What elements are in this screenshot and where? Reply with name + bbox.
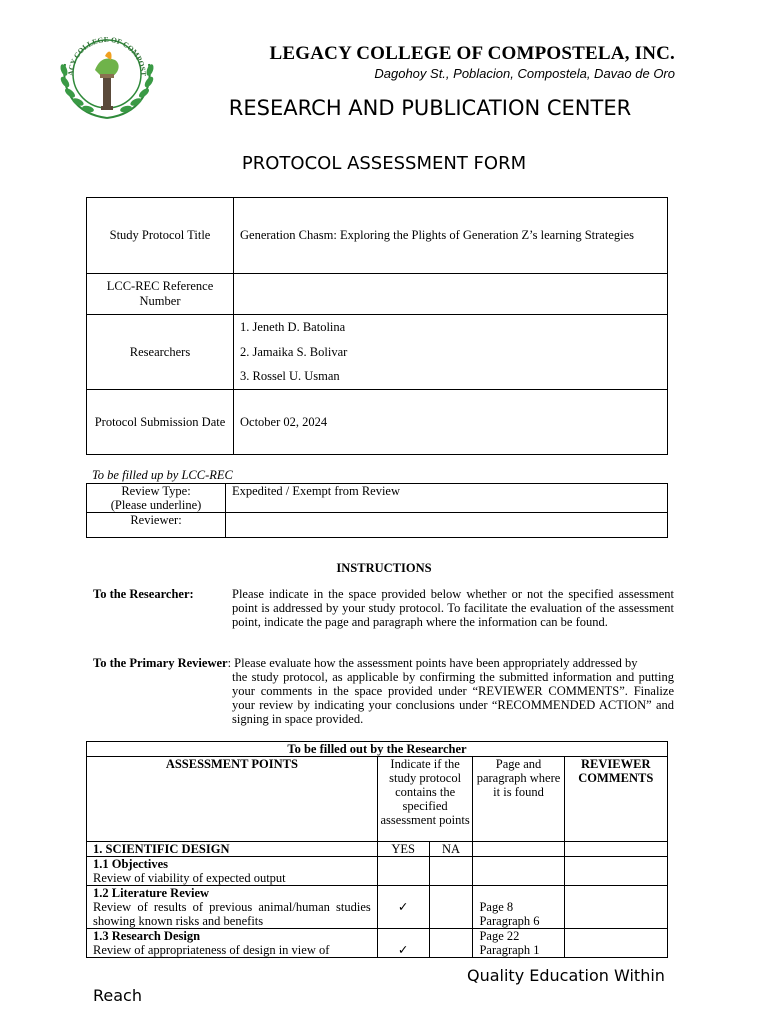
- row-title: 1.1 Objectives: [93, 857, 168, 871]
- yes-cell[interactable]: [377, 857, 429, 886]
- footer-tagline-line2: Reach: [93, 986, 142, 1005]
- page-cell[interactable]: [473, 857, 564, 886]
- reviewer-value[interactable]: [226, 513, 668, 538]
- assessment-table: [86, 741, 668, 958]
- row-title: 1.2 Literature Review: [93, 886, 210, 900]
- yes-cell[interactable]: ✓: [377, 929, 429, 958]
- row-desc: Review of results of previous animal/human studies showing known risks and benefits: [93, 900, 371, 928]
- na-cell[interactable]: [429, 886, 473, 929]
- svg-text:LEGACY COLLEGE OF COMPOSTELA: ACY COLLEGE OF COMPOST: [65, 34, 149, 77]
- researchers-value[interactable]: [234, 315, 668, 390]
- na-header: NA: [429, 842, 473, 857]
- comment-cell[interactable]: [564, 929, 667, 958]
- review-type-label: [87, 484, 226, 513]
- comment-cell[interactable]: [564, 886, 667, 929]
- reviewer-label: Reviewer:: [87, 513, 226, 538]
- na-cell[interactable]: [429, 929, 473, 958]
- researcher-instruction-label: To the Researcher:: [93, 587, 194, 601]
- review-type-sub: (Please underline): [110, 498, 202, 512]
- yes-cell[interactable]: ✓: [377, 886, 429, 929]
- date-label: Protocol Submission Date: [87, 390, 234, 455]
- date-value[interactable]: October 02, 2024: [234, 390, 668, 455]
- researcher-instruction-text: Please indicate in the space provided below whether or not the specified assessment point is addressed by your study protocol. To facilitate the evaluation of the assessment point, indicate the page and paragraph where the information can be found.: [232, 587, 674, 629]
- row-desc: Review of appropriateness of design in view of: [93, 943, 330, 957]
- comment-blank: [564, 842, 667, 857]
- center-title: RESEARCH AND PUBLICATION CENTER: [228, 96, 632, 120]
- row-title: 1.3 Research Design: [93, 929, 201, 943]
- review-type-label-text: Review Type:: [121, 484, 191, 498]
- reference-label: LCC-REC Reference Number: [87, 274, 234, 315]
- title-label: Study Protocol Title: [87, 198, 234, 274]
- na-cell[interactable]: [429, 857, 473, 886]
- researcher-1: 1. Jeneth D. Batolina: [240, 320, 346, 335]
- researcher-2: 2. Jamaika S. Bolivar: [240, 344, 348, 359]
- col-reviewer-comments: REVIEWER COMMENTS: [564, 757, 667, 842]
- reviewer-instruction-rest: the study protocol, as applicable by confirming the submitted information and putting your comments in the space provided under “REVIEWER COMMENTS”. Finalize your review by indicating your conclusions under “RECOMMENDED ACTION” and signing in space provided.: [232, 670, 674, 726]
- reviewer-instruction-label: To the Primary Reviewer: [93, 656, 228, 670]
- reference-value[interactable]: [234, 274, 668, 315]
- reviewer-instruction: [93, 656, 674, 726]
- col-indicate: Indicate if the study protocol contains the specified assessment points: [377, 757, 473, 842]
- table-row: [87, 886, 378, 929]
- row-desc: Review of viability of expected output: [93, 871, 286, 885]
- page-cell[interactable]: [473, 886, 564, 929]
- section-scientific-design: 1. SCIENTIFIC DESIGN: [87, 842, 378, 857]
- footer-tagline-line1: Quality Education Within: [467, 966, 665, 985]
- comment-cell[interactable]: [564, 857, 667, 886]
- rec-note: To be filled up by LCC-REC: [92, 468, 233, 482]
- researchers-label: Researchers: [87, 315, 234, 390]
- form-title: PROTOCOL ASSESSMENT FORM: [241, 153, 527, 174]
- para-text: Paragraph 1: [479, 943, 540, 957]
- researcher-3: 3. Rossel U. Usman: [240, 369, 340, 384]
- protocol-info-table: [86, 197, 668, 455]
- page-blank: [473, 842, 564, 857]
- instructions-heading: INSTRUCTIONS: [336, 561, 432, 575]
- page-text: Page 8: [479, 900, 514, 914]
- college-address: Dagohoy St., Poblacion, Compostela, Davao de Oro: [374, 66, 675, 81]
- review-type-value[interactable]: Expedited / Exempt from Review: [226, 484, 668, 513]
- assessment-banner: To be filled out by the Researcher: [87, 742, 668, 757]
- college-name: LEGACY COLLEGE OF COMPOSTELA, INC.: [269, 43, 675, 64]
- page-text: Page 22: [479, 929, 520, 943]
- table-row: [87, 929, 378, 958]
- para-text: Paragraph 6: [479, 914, 540, 928]
- title-value[interactable]: Generation Chasm: Exploring the Plights of Generation Z’s learning Strategies: [234, 198, 668, 274]
- col-assessment-points: ASSESSMENT POINTS: [87, 757, 378, 842]
- col-page: Page and paragraph where it is found: [473, 757, 564, 842]
- yes-header: YES: [377, 842, 429, 857]
- reviewer-instruction-first: : Please evaluate how the assessment points have been appropriately addressed by: [227, 656, 638, 670]
- table-row: [87, 857, 378, 886]
- rec-table: [86, 483, 668, 538]
- page-cell[interactable]: [473, 929, 564, 958]
